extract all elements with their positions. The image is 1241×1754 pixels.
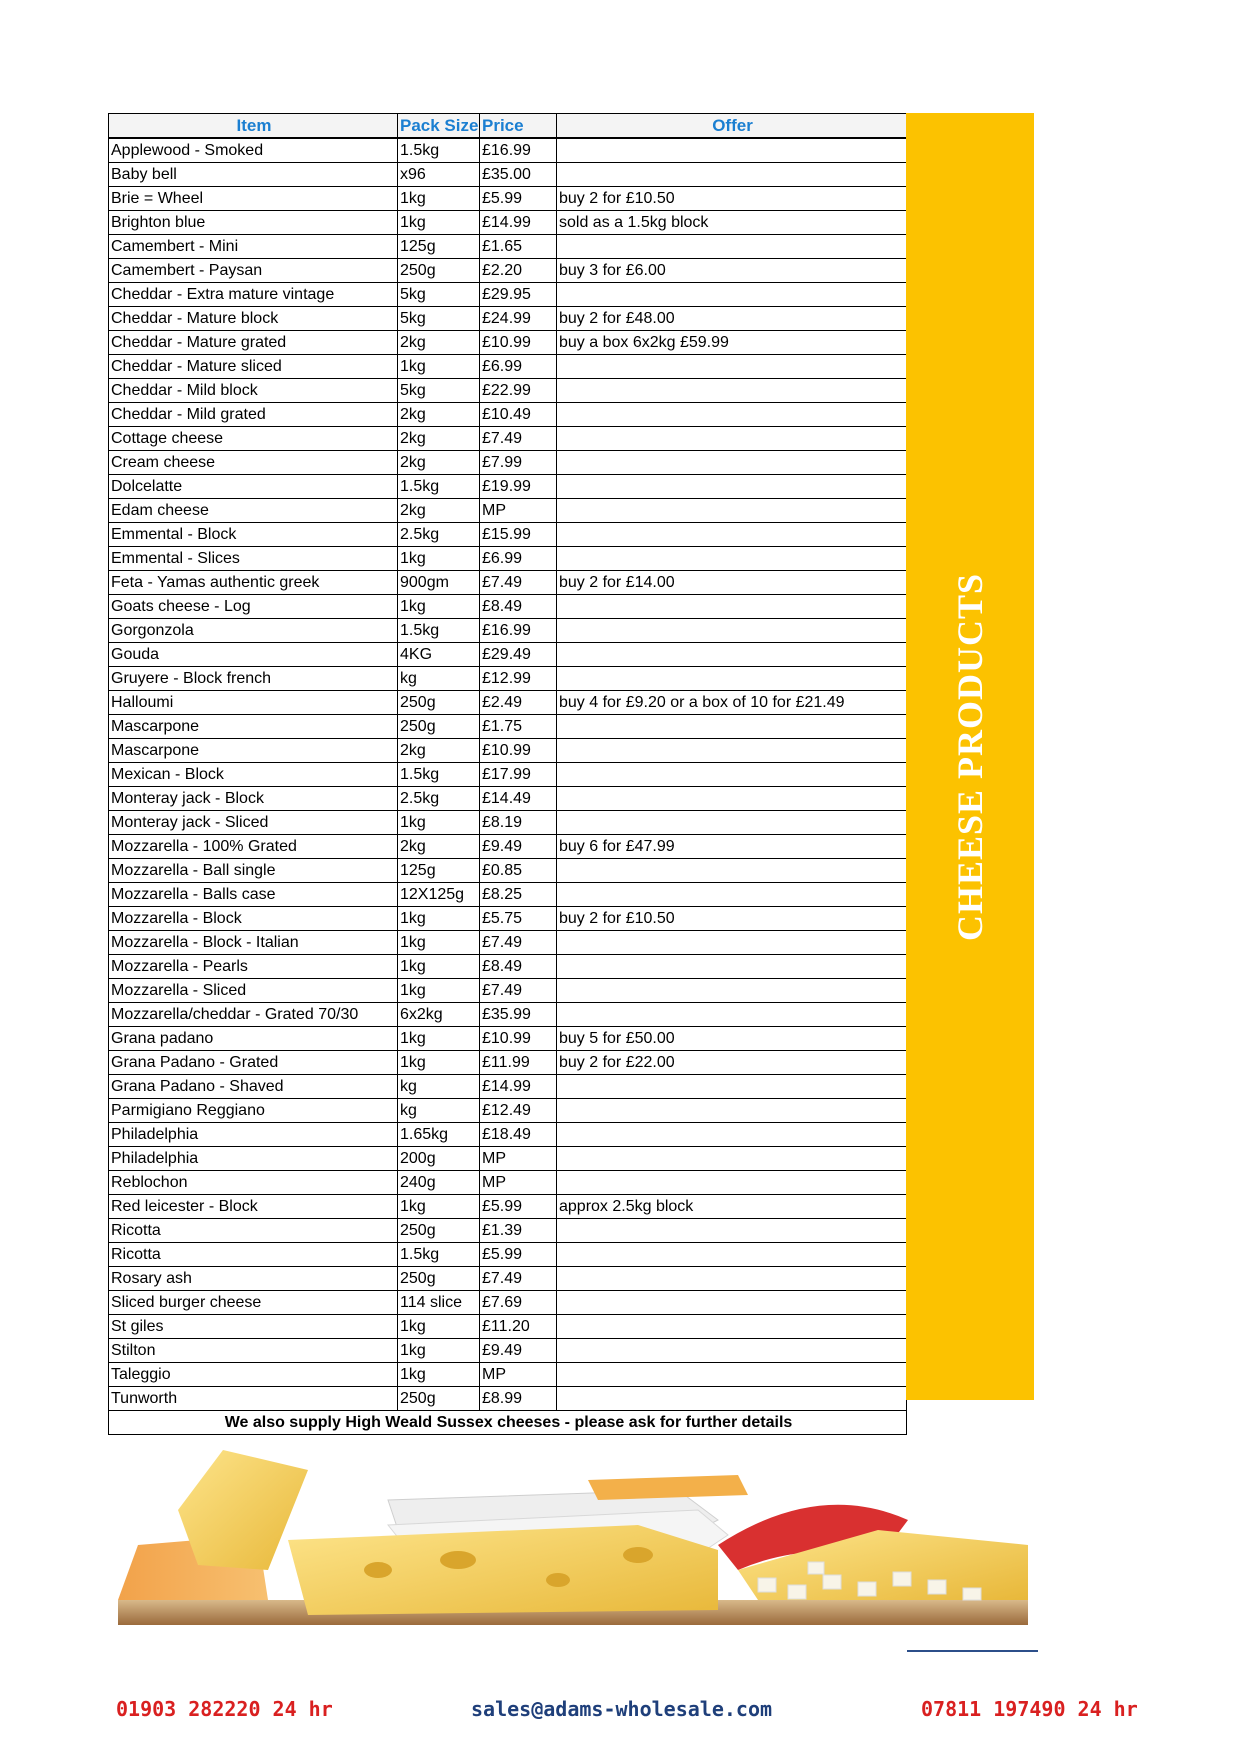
cell-price: £10.99 — [480, 739, 557, 763]
cell-offer — [557, 1075, 907, 1099]
cell-item: Stilton — [109, 1339, 398, 1363]
email-link[interactable]: sales@adams-wholesale.com — [471, 1697, 773, 1721]
footer-note: We also supply High Weald Sussex cheeses - please ask for further details — [109, 1411, 907, 1435]
cell-offer: buy 2 for £48.00 — [557, 307, 907, 331]
cell-offer: approx 2.5kg block — [557, 1195, 907, 1219]
cell-pack-size: 250g — [398, 1267, 480, 1291]
cell-item: Edam cheese — [109, 499, 398, 523]
cell-item: Emmental - Block — [109, 523, 398, 547]
cell-offer — [557, 235, 907, 259]
cell-item: Mozzarella - Block — [109, 907, 398, 931]
cell-price: £10.49 — [480, 403, 557, 427]
table-row — [109, 571, 907, 595]
cell-price: £17.99 — [480, 763, 557, 787]
cell-offer: buy 2 for £14.00 — [557, 571, 907, 595]
cell-offer — [557, 355, 907, 379]
cell-item: St giles — [109, 1315, 398, 1339]
cell-pack-size: 1.5kg — [398, 138, 480, 163]
cell-offer — [557, 763, 907, 787]
cell-price: £9.49 — [480, 835, 557, 859]
cell-item: Halloumi — [109, 691, 398, 715]
table-row — [109, 1099, 907, 1123]
table-row — [109, 811, 907, 835]
cell-item: Gorgonzola — [109, 619, 398, 643]
cell-price: £5.99 — [480, 1243, 557, 1267]
cell-pack-size: 2.5kg — [398, 523, 480, 547]
cell-pack-size: 1kg — [398, 1195, 480, 1219]
table-row — [109, 907, 907, 931]
cell-pack-size: 1kg — [398, 1315, 480, 1339]
table-row — [109, 1171, 907, 1195]
table-row — [109, 1267, 907, 1291]
table-row — [109, 931, 907, 955]
cell-price: £14.99 — [480, 211, 557, 235]
cell-pack-size: 1kg — [398, 211, 480, 235]
cell-pack-size: 1kg — [398, 355, 480, 379]
cell-pack-size: 1.5kg — [398, 619, 480, 643]
cell-item: Feta - Yamas authentic greek — [109, 571, 398, 595]
table-row — [109, 1003, 907, 1027]
cell-price: £9.49 — [480, 1339, 557, 1363]
phone-number-right[interactable]: 07811 197490 24 hr — [921, 1697, 1138, 1721]
cell-pack-size: 2kg — [398, 835, 480, 859]
cell-offer: buy 5 for £50.00 — [557, 1027, 907, 1051]
cell-item: Camembert - Mini — [109, 235, 398, 259]
cell-pack-size: 12X125g — [398, 883, 480, 907]
cell-price: £1.75 — [480, 715, 557, 739]
cell-item: Taleggio — [109, 1363, 398, 1387]
cell-item: Ricotta — [109, 1243, 398, 1267]
cell-item: Camembert - Paysan — [109, 259, 398, 283]
cell-pack-size: 1kg — [398, 1339, 480, 1363]
cell-offer — [557, 138, 907, 163]
cell-item: Grana padano — [109, 1027, 398, 1051]
cell-item: Goats cheese - Log — [109, 595, 398, 619]
table-row — [109, 187, 907, 211]
cell-offer — [557, 1003, 907, 1027]
cell-price: £14.99 — [480, 1075, 557, 1099]
cell-offer — [557, 1363, 907, 1387]
cell-item: Baby bell — [109, 163, 398, 187]
table-row — [109, 835, 907, 859]
cell-pack-size: 1.5kg — [398, 1243, 480, 1267]
cell-price: £8.49 — [480, 955, 557, 979]
table-row — [109, 547, 907, 571]
cell-pack-size: 1kg — [398, 979, 480, 1003]
cell-item: Reblochon — [109, 1171, 398, 1195]
cell-price: MP — [480, 499, 557, 523]
cell-item: Gruyere - Block french — [109, 667, 398, 691]
table-row — [109, 1291, 907, 1315]
cell-offer — [557, 643, 907, 667]
cell-pack-size: 900gm — [398, 571, 480, 595]
cell-price: £1.39 — [480, 1219, 557, 1243]
cell-price: £16.99 — [480, 619, 557, 643]
cell-pack-size: 1.5kg — [398, 763, 480, 787]
cell-item: Cream cheese — [109, 451, 398, 475]
cell-offer — [557, 403, 907, 427]
cell-offer — [557, 955, 907, 979]
cell-item: Mozzarella - 100% Grated — [109, 835, 398, 859]
cell-offer — [557, 811, 907, 835]
cell-price: £10.99 — [480, 331, 557, 355]
cell-pack-size: 250g — [398, 259, 480, 283]
cell-item: Red leicester - Block — [109, 1195, 398, 1219]
cell-item: Brighton blue — [109, 211, 398, 235]
cell-price: £2.20 — [480, 259, 557, 283]
cell-pack-size: 1kg — [398, 595, 480, 619]
table-row — [109, 955, 907, 979]
cell-item: Mozzarella/cheddar - Grated 70/30 — [109, 1003, 398, 1027]
cell-item: Mascarpone — [109, 739, 398, 763]
cell-price: £11.99 — [480, 1051, 557, 1075]
cell-offer — [557, 379, 907, 403]
cell-pack-size: 1.5kg — [398, 475, 480, 499]
cell-price: £7.49 — [480, 1267, 557, 1291]
cell-pack-size: 2kg — [398, 331, 480, 355]
cell-price: £1.65 — [480, 235, 557, 259]
table-row — [109, 259, 907, 283]
cell-pack-size: kg — [398, 667, 480, 691]
table-row — [109, 1075, 907, 1099]
cell-offer — [557, 1099, 907, 1123]
table-row — [109, 379, 907, 403]
cell-item: Grana Padano - Shaved — [109, 1075, 398, 1099]
cell-price: £5.75 — [480, 907, 557, 931]
table-row — [109, 138, 907, 163]
cell-price: £29.49 — [480, 643, 557, 667]
cell-pack-size: 1kg — [398, 1363, 480, 1387]
table-row — [109, 1027, 907, 1051]
table-header-row — [109, 114, 907, 139]
cell-price: £8.49 — [480, 595, 557, 619]
cell-offer — [557, 1315, 907, 1339]
cell-price: £18.49 — [480, 1123, 557, 1147]
cell-offer — [557, 1339, 907, 1363]
table-row — [109, 643, 907, 667]
table-row — [109, 451, 907, 475]
cell-price: £5.99 — [480, 187, 557, 211]
banner-title: CHEESE PRODUCTS — [950, 572, 990, 941]
cell-offer — [557, 739, 907, 763]
cell-pack-size: 240g — [398, 1171, 480, 1195]
cell-offer: buy 2 for £22.00 — [557, 1051, 907, 1075]
cell-item: Cheddar - Mature block — [109, 307, 398, 331]
cell-price: MP — [480, 1171, 557, 1195]
cell-price: £10.99 — [480, 1027, 557, 1051]
cell-pack-size: 125g — [398, 235, 480, 259]
cell-offer — [557, 595, 907, 619]
cell-item: Cheddar - Mild block — [109, 379, 398, 403]
cell-price: £15.99 — [480, 523, 557, 547]
cell-price: £5.99 — [480, 1195, 557, 1219]
cell-item: Sliced burger cheese — [109, 1291, 398, 1315]
cell-item: Cheddar - Mature grated — [109, 331, 398, 355]
cell-price: £7.49 — [480, 571, 557, 595]
cell-price: £8.19 — [480, 811, 557, 835]
cell-price: £35.00 — [480, 163, 557, 187]
table-row — [109, 883, 907, 907]
cell-price: £16.99 — [480, 138, 557, 163]
cell-pack-size: 5kg — [398, 379, 480, 403]
cell-price: £0.85 — [480, 859, 557, 883]
cell-item: Dolcelatte — [109, 475, 398, 499]
cell-item: Tunworth — [109, 1387, 398, 1411]
table-row — [109, 667, 907, 691]
cell-pack-size: 1kg — [398, 1027, 480, 1051]
cell-price: £8.25 — [480, 883, 557, 907]
table-row — [109, 1363, 907, 1387]
cell-offer — [557, 427, 907, 451]
cell-offer — [557, 1291, 907, 1315]
cell-pack-size: 1.65kg — [398, 1123, 480, 1147]
table-row — [109, 403, 907, 427]
table-row — [109, 859, 907, 883]
cell-offer — [557, 787, 907, 811]
cheese-assortment-photo-icon — [118, 1450, 1028, 1625]
table-row — [109, 1123, 907, 1147]
cell-price: £8.99 — [480, 1387, 557, 1411]
cell-price: £19.99 — [480, 475, 557, 499]
cell-price: £7.49 — [480, 427, 557, 451]
table-row — [109, 1339, 907, 1363]
header-item: Item — [109, 114, 398, 139]
cell-price: £22.99 — [480, 379, 557, 403]
cell-price: £11.20 — [480, 1315, 557, 1339]
cell-pack-size: kg — [398, 1075, 480, 1099]
cell-offer — [557, 859, 907, 883]
cell-pack-size: 250g — [398, 715, 480, 739]
cell-pack-size: 1kg — [398, 955, 480, 979]
cell-pack-size: 200g — [398, 1147, 480, 1171]
cell-offer: buy 2 for £10.50 — [557, 187, 907, 211]
cell-item: Mozzarella - Ball single — [109, 859, 398, 883]
header-price: Price — [480, 114, 557, 139]
cell-pack-size: 1kg — [398, 547, 480, 571]
cell-item: Mozzarella - Balls case — [109, 883, 398, 907]
cell-offer — [557, 499, 907, 523]
cell-offer — [557, 163, 907, 187]
cell-price: £29.95 — [480, 283, 557, 307]
cell-offer — [557, 619, 907, 643]
cell-item: Cheddar - Extra mature vintage — [109, 283, 398, 307]
cell-pack-size: x96 — [398, 163, 480, 187]
cell-offer — [557, 1123, 907, 1147]
cell-item: Mozzarella - Sliced — [109, 979, 398, 1003]
table-row — [109, 499, 907, 523]
phone-number-left[interactable]: 01903 282220 24 hr — [116, 1697, 333, 1721]
cell-pack-size: 1kg — [398, 907, 480, 931]
cell-offer — [557, 1387, 907, 1411]
cell-item: Parmigiano Reggiano — [109, 1099, 398, 1123]
table-row — [109, 475, 907, 499]
cell-item: Mozzarella - Pearls — [109, 955, 398, 979]
cell-offer — [557, 451, 907, 475]
table-row — [109, 1195, 907, 1219]
cell-pack-size: 6x2kg — [398, 1003, 480, 1027]
cell-price: £7.49 — [480, 979, 557, 1003]
table-row — [109, 739, 907, 763]
table-row — [109, 787, 907, 811]
table-row — [109, 715, 907, 739]
table-row — [109, 427, 907, 451]
table-row — [109, 163, 907, 187]
cell-pack-size: 114 slice — [398, 1291, 480, 1315]
cell-offer: sold as a 1.5kg block — [557, 211, 907, 235]
cell-pack-size: 5kg — [398, 283, 480, 307]
cell-price: £12.49 — [480, 1099, 557, 1123]
cell-item: Cottage cheese — [109, 427, 398, 451]
table-row — [109, 1387, 907, 1411]
table-row — [109, 1219, 907, 1243]
cell-item: Emmental - Slices — [109, 547, 398, 571]
cell-item: Monteray jack - Block — [109, 787, 398, 811]
table-row — [109, 595, 907, 619]
cell-item: Mozzarella - Block - Italian — [109, 931, 398, 955]
cell-pack-size: 125g — [398, 859, 480, 883]
cell-pack-size: 5kg — [398, 307, 480, 331]
cell-price: £24.99 — [480, 307, 557, 331]
table-row — [109, 1051, 907, 1075]
cell-item: Mascarpone — [109, 715, 398, 739]
cell-item: Brie = Wheel — [109, 187, 398, 211]
cell-pack-size: 2kg — [398, 427, 480, 451]
cell-price: £2.49 — [480, 691, 557, 715]
header-pack-size: Pack Size — [398, 114, 480, 139]
cell-offer — [557, 715, 907, 739]
cell-pack-size: 1kg — [398, 1051, 480, 1075]
cell-item: Monteray jack - Sliced — [109, 811, 398, 835]
cell-pack-size: 2kg — [398, 403, 480, 427]
price-table — [108, 113, 907, 1435]
header-offer: Offer — [557, 114, 907, 139]
cell-pack-size: 4KG — [398, 643, 480, 667]
cell-price: £6.99 — [480, 355, 557, 379]
cell-offer — [557, 1147, 907, 1171]
table-row — [109, 331, 907, 355]
cell-offer: buy a box 6x2kg £59.99 — [557, 331, 907, 355]
cell-offer: buy 4 for £9.20 or a box of 10 for £21.49 — [557, 691, 907, 715]
cell-price: £6.99 — [480, 547, 557, 571]
table-row — [109, 763, 907, 787]
cell-pack-size: kg — [398, 1099, 480, 1123]
cell-offer — [557, 1171, 907, 1195]
cell-item: Cheddar - Mature sliced — [109, 355, 398, 379]
cell-offer — [557, 547, 907, 571]
table-body — [109, 138, 907, 1411]
cell-item: Ricotta — [109, 1219, 398, 1243]
table-row — [109, 283, 907, 307]
cell-item: Applewood - Smoked — [109, 138, 398, 163]
cell-item: Gouda — [109, 643, 398, 667]
cell-price: £7.69 — [480, 1291, 557, 1315]
cell-pack-size: 2kg — [398, 739, 480, 763]
cell-pack-size: 250g — [398, 1219, 480, 1243]
cell-price: £12.99 — [480, 667, 557, 691]
table-row — [109, 619, 907, 643]
cell-offer — [557, 667, 907, 691]
cell-item: Rosary ash — [109, 1267, 398, 1291]
cell-offer — [557, 883, 907, 907]
footer-row — [109, 1411, 907, 1435]
cell-price: £7.99 — [480, 451, 557, 475]
table-row — [109, 307, 907, 331]
cell-offer: buy 3 for £6.00 — [557, 259, 907, 283]
table-row — [109, 1243, 907, 1267]
cell-price: £14.49 — [480, 787, 557, 811]
table-row — [109, 979, 907, 1003]
cell-offer: buy 6 for £47.99 — [557, 835, 907, 859]
table-row — [109, 1147, 907, 1171]
cell-price: MP — [480, 1363, 557, 1387]
cell-price: £7.49 — [480, 931, 557, 955]
table-row — [109, 235, 907, 259]
cell-item: Grana Padano - Grated — [109, 1051, 398, 1075]
cell-price: MP — [480, 1147, 557, 1171]
cell-offer — [557, 1219, 907, 1243]
blue-rule — [907, 1650, 1038, 1652]
cell-pack-size: 1kg — [398, 187, 480, 211]
cell-offer — [557, 523, 907, 547]
cell-pack-size: 250g — [398, 1387, 480, 1411]
table-row — [109, 523, 907, 547]
table-row — [109, 691, 907, 715]
cell-offer — [557, 283, 907, 307]
cell-offer — [557, 1267, 907, 1291]
cell-offer — [557, 931, 907, 955]
cell-price: £35.99 — [480, 1003, 557, 1027]
cell-item: Mexican - Block — [109, 763, 398, 787]
side-banner — [906, 113, 1034, 1400]
cell-pack-size: 2kg — [398, 451, 480, 475]
table-row — [109, 211, 907, 235]
cell-offer — [557, 475, 907, 499]
cell-pack-size: 1kg — [398, 931, 480, 955]
cell-offer — [557, 979, 907, 1003]
cell-item: Cheddar - Mild grated — [109, 403, 398, 427]
cell-pack-size: 1kg — [398, 811, 480, 835]
cell-offer: buy 2 for £10.50 — [557, 907, 907, 931]
cell-offer — [557, 1243, 907, 1267]
cell-pack-size: 2kg — [398, 499, 480, 523]
table-row — [109, 355, 907, 379]
table-row — [109, 1315, 907, 1339]
cell-item: Philadelphia — [109, 1147, 398, 1171]
cell-pack-size: 2.5kg — [398, 787, 480, 811]
cell-pack-size: 250g — [398, 691, 480, 715]
cell-item: Philadelphia — [109, 1123, 398, 1147]
